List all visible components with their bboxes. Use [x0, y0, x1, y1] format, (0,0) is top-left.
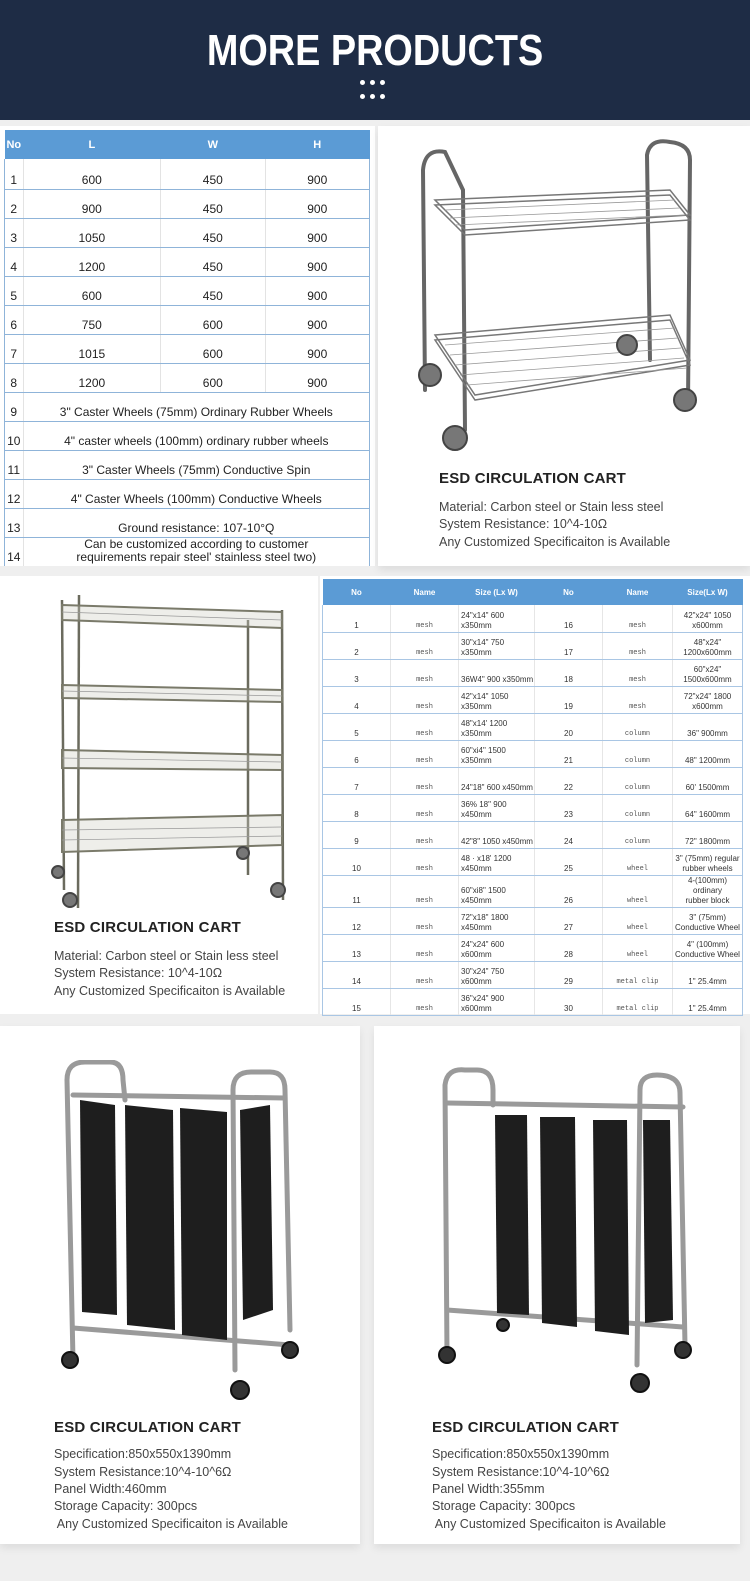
cell-no: 7	[323, 767, 391, 794]
table-row: 10 4" caster wheels (100mm) ordinary rubber wheels	[5, 421, 370, 450]
cell-size: 24"x24" 600 x600mm	[459, 934, 535, 961]
cell-no: 13	[323, 934, 391, 961]
cell-no: 17	[535, 632, 603, 659]
table-row	[323, 686, 743, 713]
parts-table	[322, 579, 743, 1016]
product-storage-capacity: Storage Capacity: 300pcs	[54, 1499, 198, 1513]
cell-no: 2	[323, 632, 391, 659]
table-row	[323, 713, 743, 740]
cell-name: mesh	[391, 961, 459, 988]
cell-size: 72" 1800mm	[673, 821, 743, 848]
table-row: 7 1015 600 900	[5, 334, 370, 363]
cell-size: 36"x24" 900 x600mm	[459, 988, 535, 1015]
cell-name: mesh	[391, 659, 459, 686]
product-title: ESD CIRCULATION CART	[432, 1419, 620, 1436]
cell-name: mesh	[391, 632, 459, 659]
cell-size: 3" (75mm) Conductive Wheel	[673, 907, 743, 934]
table-row	[323, 659, 743, 686]
cell-no: 21	[535, 740, 603, 767]
cell-no: 29	[535, 961, 603, 988]
product-resistance: System Resistance: 10^4-10Ω	[54, 966, 223, 980]
product-title: ESD CIRCULATION CART	[439, 470, 627, 487]
cell-no: 23	[535, 794, 603, 821]
column-header-no: No	[5, 130, 24, 159]
cell-no: 6	[323, 740, 391, 767]
cell-name: column	[603, 794, 673, 821]
cell-no: 14	[323, 961, 391, 988]
table-row	[323, 848, 743, 875]
product-storage-capacity: Storage Capacity: 300pcs	[432, 1499, 576, 1513]
product-customization: Any Customized Specificaiton is Available	[439, 535, 671, 549]
cell-no: 16	[535, 605, 603, 632]
cell-no: 9	[323, 821, 391, 848]
cell-no: 1	[323, 605, 391, 632]
cell-name: column	[603, 821, 673, 848]
cell-size: 1" 25.4mm	[673, 988, 743, 1015]
product-resistance: System Resistance:10^4-10^6Ω	[54, 1465, 232, 1479]
cell-name: mesh	[391, 767, 459, 794]
table-row: 13 Ground resistance: 107-10°Q	[5, 508, 370, 537]
cell-name: metal clip	[603, 988, 673, 1015]
cell-name: mesh	[391, 794, 459, 821]
page-title: MORE PRODUCTS	[206, 26, 544, 75]
cell-size: 36% 18" 900 x450mm	[459, 794, 535, 821]
cell-name: mesh	[391, 875, 459, 907]
product-customization: Any Customized Specificaiton is Available	[54, 984, 286, 998]
table-row: 1 600 450 900	[5, 159, 370, 189]
table-row	[323, 794, 743, 821]
cell-name: mesh	[391, 934, 459, 961]
cell-name: metal clip	[603, 961, 673, 988]
table-row: 6 750 600 900	[5, 305, 370, 334]
product-panel-width: Panel Width:460mm	[54, 1482, 167, 1496]
table-row	[323, 605, 743, 632]
cell-name: column	[603, 713, 673, 740]
table-row: 4 1200 450 900	[5, 247, 370, 276]
product-specification: Specification:850x550x1390mm	[54, 1447, 232, 1461]
cell-size: 48"x14' 1200 x350mm	[459, 713, 535, 740]
cell-name: mesh	[603, 686, 673, 713]
two-shelf-wire-cart-image	[405, 130, 705, 460]
cell-name: mesh	[391, 988, 459, 1015]
table-row	[323, 988, 743, 1015]
cell-size: 72"x24" 1800 x600mm	[673, 686, 743, 713]
cell-size: 3" (75mm) regular rubber wheels	[673, 848, 743, 875]
cell-name: mesh	[391, 713, 459, 740]
table-row: 12 4" Caster Wheels (100mm) Conductive Wheels	[5, 479, 370, 508]
cell-no: 8	[323, 794, 391, 821]
cell-name: wheel	[603, 907, 673, 934]
cell-no: 3	[323, 659, 391, 686]
page-header	[0, 0, 750, 120]
table-row: 5 600 450 900	[5, 276, 370, 305]
cell-name: mesh	[391, 907, 459, 934]
dimension-table	[4, 130, 370, 566]
cell-size: 64" 1600mm	[673, 794, 743, 821]
product-material: Material: Carbon steel or Stain less steel	[54, 949, 279, 963]
cell-size: 30"x14" 750 x350mm	[459, 632, 535, 659]
cell-size: 60"xi8" 1500 x450mm	[459, 875, 535, 907]
cell-no: 11	[323, 875, 391, 907]
cell-no: 26	[535, 875, 603, 907]
cell-no: 5	[323, 713, 391, 740]
cell-name: mesh	[391, 686, 459, 713]
column-header-l: L	[23, 130, 161, 159]
cell-name: mesh	[391, 605, 459, 632]
column-header-h: H	[265, 130, 369, 159]
cell-size: 60"x24" 1500x600mm	[673, 659, 743, 686]
cell-size: 24"x14" 600 x350mm	[459, 605, 535, 632]
cell-name: column	[603, 740, 673, 767]
cell-size: 36W4" 900 x350mm	[459, 659, 535, 686]
cell-name: wheel	[603, 875, 673, 907]
cell-size: 72"x18" 1800 x450mm	[459, 907, 535, 934]
cell-no: 24	[535, 821, 603, 848]
table-row: 3 1050 450 900	[5, 218, 370, 247]
cell-size: 48 · x18' 1200 x450mm	[459, 848, 535, 875]
table-row	[323, 961, 743, 988]
cell-no: 12	[323, 907, 391, 934]
cell-no: 19	[535, 686, 603, 713]
cell-size: 48"x24" 1200x600mm	[673, 632, 743, 659]
table-row: 8 1200 600 900	[5, 363, 370, 392]
esd-pcb-magazine-cart-image	[55, 1060, 305, 1410]
column-header-size: Size (Lx W)	[459, 579, 535, 605]
cell-no: 10	[323, 848, 391, 875]
cell-size: 60"xi4" 1500 x350mm	[459, 740, 535, 767]
product-customization: Any Customized Specificaiton is Available	[54, 1517, 288, 1531]
column-header-size-2: Size(Lx W)	[673, 579, 743, 605]
column-header-name-2: Name	[603, 579, 673, 605]
cell-size: 60' 1500mm	[673, 767, 743, 794]
cell-size: 1" 25.4mm	[673, 961, 743, 988]
table-row	[323, 934, 743, 961]
cell-name: column	[603, 767, 673, 794]
column-header-no: No	[323, 579, 391, 605]
table-row	[323, 740, 743, 767]
four-shelf-wire-rack-image	[50, 590, 290, 910]
product-panel-width: Panel Width:355mm	[432, 1482, 545, 1496]
cell-no: 20	[535, 713, 603, 740]
cell-name: mesh	[603, 659, 673, 686]
table-row	[323, 821, 743, 848]
table-row: 9 3" Caster Wheels (75mm) Ordinary Rubber Wheels	[5, 392, 370, 421]
cell-name: mesh	[391, 848, 459, 875]
cell-no: 27	[535, 907, 603, 934]
cell-size: 4" (100mm) Conductive Wheel	[673, 934, 743, 961]
dots-grid-icon	[360, 80, 390, 102]
cell-size: 4-(100mm) ordinary rubber block	[673, 875, 743, 907]
cell-no: 22	[535, 767, 603, 794]
cell-no: 18	[535, 659, 603, 686]
table-row: 11 3" Caster Wheels (75mm) Conductive Spin	[5, 450, 370, 479]
cell-no: 15	[323, 988, 391, 1015]
product-specification: Specification:850x550x1390mm	[432, 1447, 610, 1461]
cell-name: mesh	[603, 632, 673, 659]
cell-size: 30"x24" 750 x600mm	[459, 961, 535, 988]
column-header-name: Name	[391, 579, 459, 605]
cell-size: 36" 900mm	[673, 713, 743, 740]
cell-no: 30	[535, 988, 603, 1015]
product-customization: Any Customized Specificaiton is Available	[432, 1517, 666, 1531]
table-row	[323, 767, 743, 794]
cell-size: 24"18" 600 x450mm	[459, 767, 535, 794]
table-row	[323, 632, 743, 659]
cell-size: 42"8" 1050 x450mm	[459, 821, 535, 848]
table-row	[323, 875, 743, 907]
column-header-no-2: No	[535, 579, 603, 605]
esd-pcb-magazine-cart-image	[435, 1065, 695, 1405]
column-header-w: W	[161, 130, 265, 159]
table-row: 14 Can be customized according to customer requirements repair steel' stainless steel two)	[5, 537, 370, 566]
table-row	[323, 907, 743, 934]
cell-size: 42"x14" 1050 x350mm	[459, 686, 535, 713]
product-title: ESD CIRCULATION CART	[54, 919, 242, 936]
cell-size: 42"x24" 1050 x600mm	[673, 605, 743, 632]
cell-no: 25	[535, 848, 603, 875]
cell-name: wheel	[603, 848, 673, 875]
product-title: ESD CIRCULATION CART	[54, 1419, 242, 1436]
cell-no: 4	[323, 686, 391, 713]
cell-name: wheel	[603, 934, 673, 961]
cell-size: 48" 1200mm	[673, 740, 743, 767]
cell-name: mesh	[391, 821, 459, 848]
cell-no: 28	[535, 934, 603, 961]
product-resistance: System Resistance: 10^4-10Ω	[439, 517, 608, 531]
table-row: 2 900 450 900	[5, 189, 370, 218]
cell-name: mesh	[391, 740, 459, 767]
cell-name: mesh	[603, 605, 673, 632]
product-resistance: System Resistance:10^4-10^6Ω	[432, 1465, 610, 1479]
product-material: Material: Carbon steel or Stain less steel	[439, 500, 664, 514]
